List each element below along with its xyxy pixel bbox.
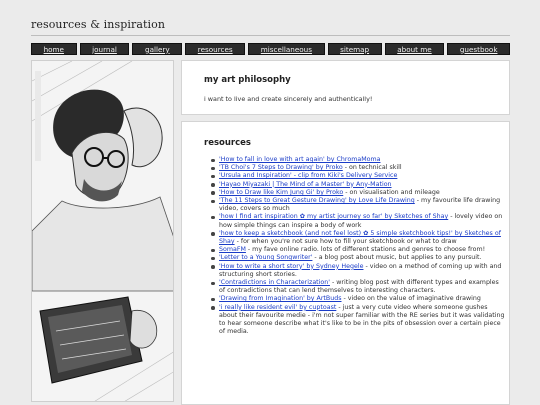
resource-desc: - a blog post about music, but applies to any pursuit. — [312, 254, 482, 262]
resource-desc: - my fave online radio. lots of different stations and genres to choose from! — [245, 246, 486, 254]
resource-desc: - lovely video on how simple things can inspire a body of work — [219, 213, 503, 229]
resources-heading: resources — [204, 138, 251, 148]
nav-sitemap[interactable]: sitemap — [328, 43, 382, 55]
list-item — [219, 189, 505, 197]
resources-list — [219, 156, 505, 336]
list-item — [219, 304, 505, 337]
resource-link[interactable]: 'how to keep a sketchbook (and not feel lost) ✿ 5 simple sketchbook tips!' by Sketches of Shay — [219, 229, 501, 246]
resource-desc: - just a very cute video where someone gushes about their favourite medie - i'm not super familiar with the RE series but it was validating to hear someone describe what it's like to be in the pits of obsession over a certain piece of media. — [219, 303, 505, 336]
list-item — [219, 197, 505, 213]
resource-desc: - for when you're not sure how to fill your sketchbook or what to draw — [234, 238, 457, 246]
philosophy-text: i want to live and create sincerely and authentically! — [204, 95, 373, 103]
list-item — [219, 254, 505, 262]
list-item — [219, 230, 505, 246]
resource-link[interactable]: 'How to fall in love with art again' by ChromaMoma — [219, 156, 381, 163]
nav-miscellaneous[interactable]: miscellaneous — [248, 43, 324, 55]
list-item — [219, 246, 505, 254]
list-item — [219, 279, 505, 295]
resources-card — [181, 121, 510, 405]
resource-desc: - on visualisation and mileage — [343, 188, 440, 196]
resource-desc: - on technical skill — [342, 164, 402, 172]
resource-link[interactable]: 'how I find art inspiration ✿ my artist journey so far' by Sketches of Shay — [219, 213, 449, 221]
nav-about-me[interactable]: about me — [385, 43, 445, 55]
resource-link[interactable]: 'Ursula and Inspiration' - clip from Kiki's Delivery Service — [219, 172, 398, 180]
resource-link[interactable]: 'Drawing from Imagination' by ArtBuds — [219, 295, 342, 303]
list-item — [219, 164, 505, 172]
resource-desc: - writing blog post with different types and examples of contradictions that can lend themselves to interesting characters. — [219, 279, 499, 295]
portrait-illustration — [31, 60, 174, 402]
nav-resources[interactable]: resources — [185, 43, 245, 55]
resource-link[interactable]: 'How to write a short story' by Sydney Hegele — [219, 262, 364, 270]
sketch-illustration-icon — [32, 61, 174, 402]
list-item — [219, 181, 505, 189]
nav-gallery[interactable]: gallery — [132, 43, 182, 55]
list-item — [219, 172, 505, 180]
resource-link[interactable]: 'The 11 Steps to Great Gesture Drawing' by Love Life Drawing — [219, 197, 415, 205]
resource-link[interactable]: 'Contradictions in Characterization' — [219, 279, 330, 287]
resource-link[interactable]: 'Letter to a Young Songwriter' — [219, 254, 313, 262]
philosophy-card — [181, 60, 510, 115]
list-item — [219, 295, 505, 303]
nav-journal[interactable]: journal — [80, 43, 130, 55]
resource-desc: - video on a method of coming up with and structuring short stories. — [219, 262, 502, 278]
resource-link[interactable]: 'i really like resident evil' by cuptoast — [219, 303, 337, 311]
site-title: resources & inspiration — [31, 18, 166, 31]
resource-link[interactable]: SomaFM — [219, 246, 246, 254]
nav-home[interactable]: home — [31, 43, 77, 55]
title-divider — [31, 35, 510, 36]
list-item — [219, 213, 505, 229]
resource-desc: - video on the value of imaginative drawing — [341, 295, 481, 303]
nav-guestbook[interactable]: guestbook — [447, 43, 510, 55]
main-nav — [31, 43, 510, 55]
resource-link[interactable]: 'TB Choi's 7 Steps to Drawing' by Proko — [219, 164, 343, 172]
resource-link[interactable]: 'How to Draw like Kim Jung Gi' by Proko — [219, 188, 344, 196]
resource-desc: - my favourite life drawing video, covers so much — [219, 197, 501, 213]
philosophy-heading: my art philosophy — [204, 75, 291, 85]
resource-link[interactable]: 'Hayao Miyazaki | The Mind of a Master' by Any-Mation — [219, 180, 392, 188]
list-item — [219, 156, 505, 164]
list-item — [219, 263, 505, 279]
